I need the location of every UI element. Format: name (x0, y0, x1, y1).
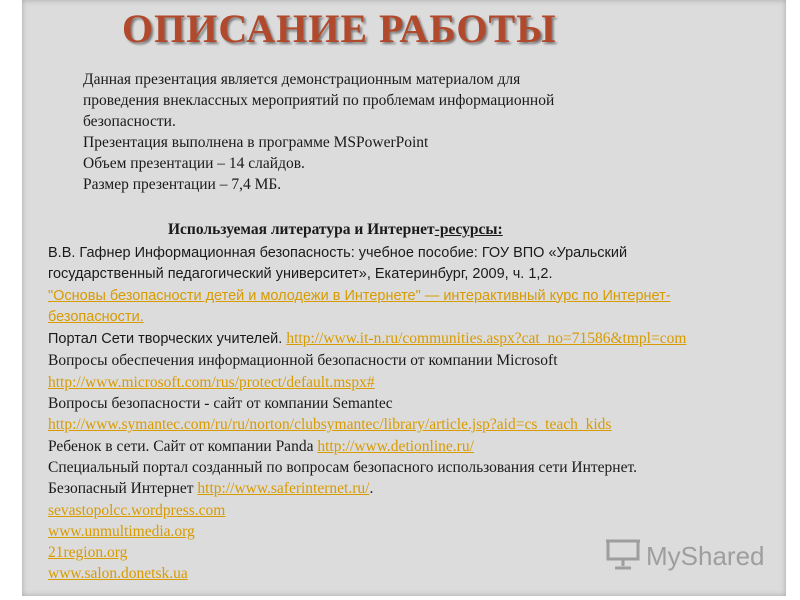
intro-line: Размер презентации – 7,4 МБ. (83, 176, 282, 193)
intro-line: проведения внеклассных мероприятий по проблемам информационной (83, 92, 555, 109)
symantec-text: Вопросы безопасности - сайт от компании Semantec (48, 395, 393, 413)
extra-link-salon-donetsk[interactable]: www.salon.donetsk.ua (48, 565, 188, 583)
extra-link-line (48, 500, 783, 521)
intro-line: Объем презентации – 14 слайдов. (83, 155, 305, 172)
panda-text: Ребенок в сети. Сайт от компании Panda (48, 437, 318, 455)
course-link-continued[interactable]: безопасности. (48, 308, 144, 325)
references-list (48, 243, 783, 585)
safer-link[interactable]: http://www.saferinternet.ru/ (197, 480, 370, 498)
intro-line: Данная презентация является демонстрационным материалом для (83, 71, 521, 88)
intro-block (83, 69, 623, 195)
course-link-line (48, 307, 783, 328)
extra-link-21region[interactable]: 21region.org (48, 544, 128, 562)
safer-suffix: . (369, 480, 374, 498)
course-link-line (48, 286, 783, 307)
portal-text: Портал Сети творческих учителей. (48, 331, 287, 348)
panda-link[interactable]: http://www.detionline.ru/ (317, 437, 474, 455)
microsoft-text: Вопросы обеспечения информационной безопасности от компании Microsoft (48, 352, 558, 370)
course-link[interactable]: "Основы безопасности детей и молодежи в Интернете" — интерактивный курс по Интернет- (48, 287, 671, 304)
extra-link-unmultimedia[interactable]: www.unmultimedia.org (48, 522, 195, 540)
literature-heading-text: Используемая литература и Интернет (168, 221, 435, 238)
symantec-link[interactable]: http://www.symantec.com/ru/ru/norton/clubsymantec/library/article.jsp?aid=cs_teach_kids (48, 416, 612, 434)
special-portal-text: Специальный портал созданный по вопросам безопасного использования сети Интернет. (48, 458, 637, 476)
panda-reference (48, 436, 783, 457)
portal-reference (48, 328, 783, 350)
safer-text: Безопасный Интернет (48, 480, 198, 498)
watermark-text: MyShared (646, 541, 765, 571)
book-reference-line: государственный педагогический университет», Екатеринбург, 2009, ч. 1,2. (48, 266, 553, 283)
literature-heading (168, 221, 503, 239)
intro-line: Презентация выполнена в программе MSPowerPoint (83, 134, 429, 151)
intro-line: безопасности. (83, 113, 176, 130)
portal-link[interactable]: http://www.it-n.ru/communities.aspx?cat_no=71586&tmpl=com (286, 330, 687, 348)
book-reference-line: В.В. Гафнер Информационная безопасность: учебное пособие: ГОУ ВПО «Уральский (48, 245, 628, 261)
myshared-watermark (606, 538, 765, 575)
symantec-link-line (48, 414, 783, 435)
slide-title: ОПИСАНИЕ РАБОТЫ (122, 6, 557, 51)
presentation-board-icon (606, 538, 640, 575)
literature-heading-underlined: -ресурсы: (434, 221, 503, 238)
microsoft-link-line (48, 372, 783, 393)
safer-reference (48, 478, 783, 499)
microsoft-link[interactable]: http://www.microsoft.com/rus/protect/default.mspx# (48, 373, 375, 391)
extra-link-sevastopolcc[interactable]: sevastopolcc.wordpress.com (48, 501, 226, 519)
